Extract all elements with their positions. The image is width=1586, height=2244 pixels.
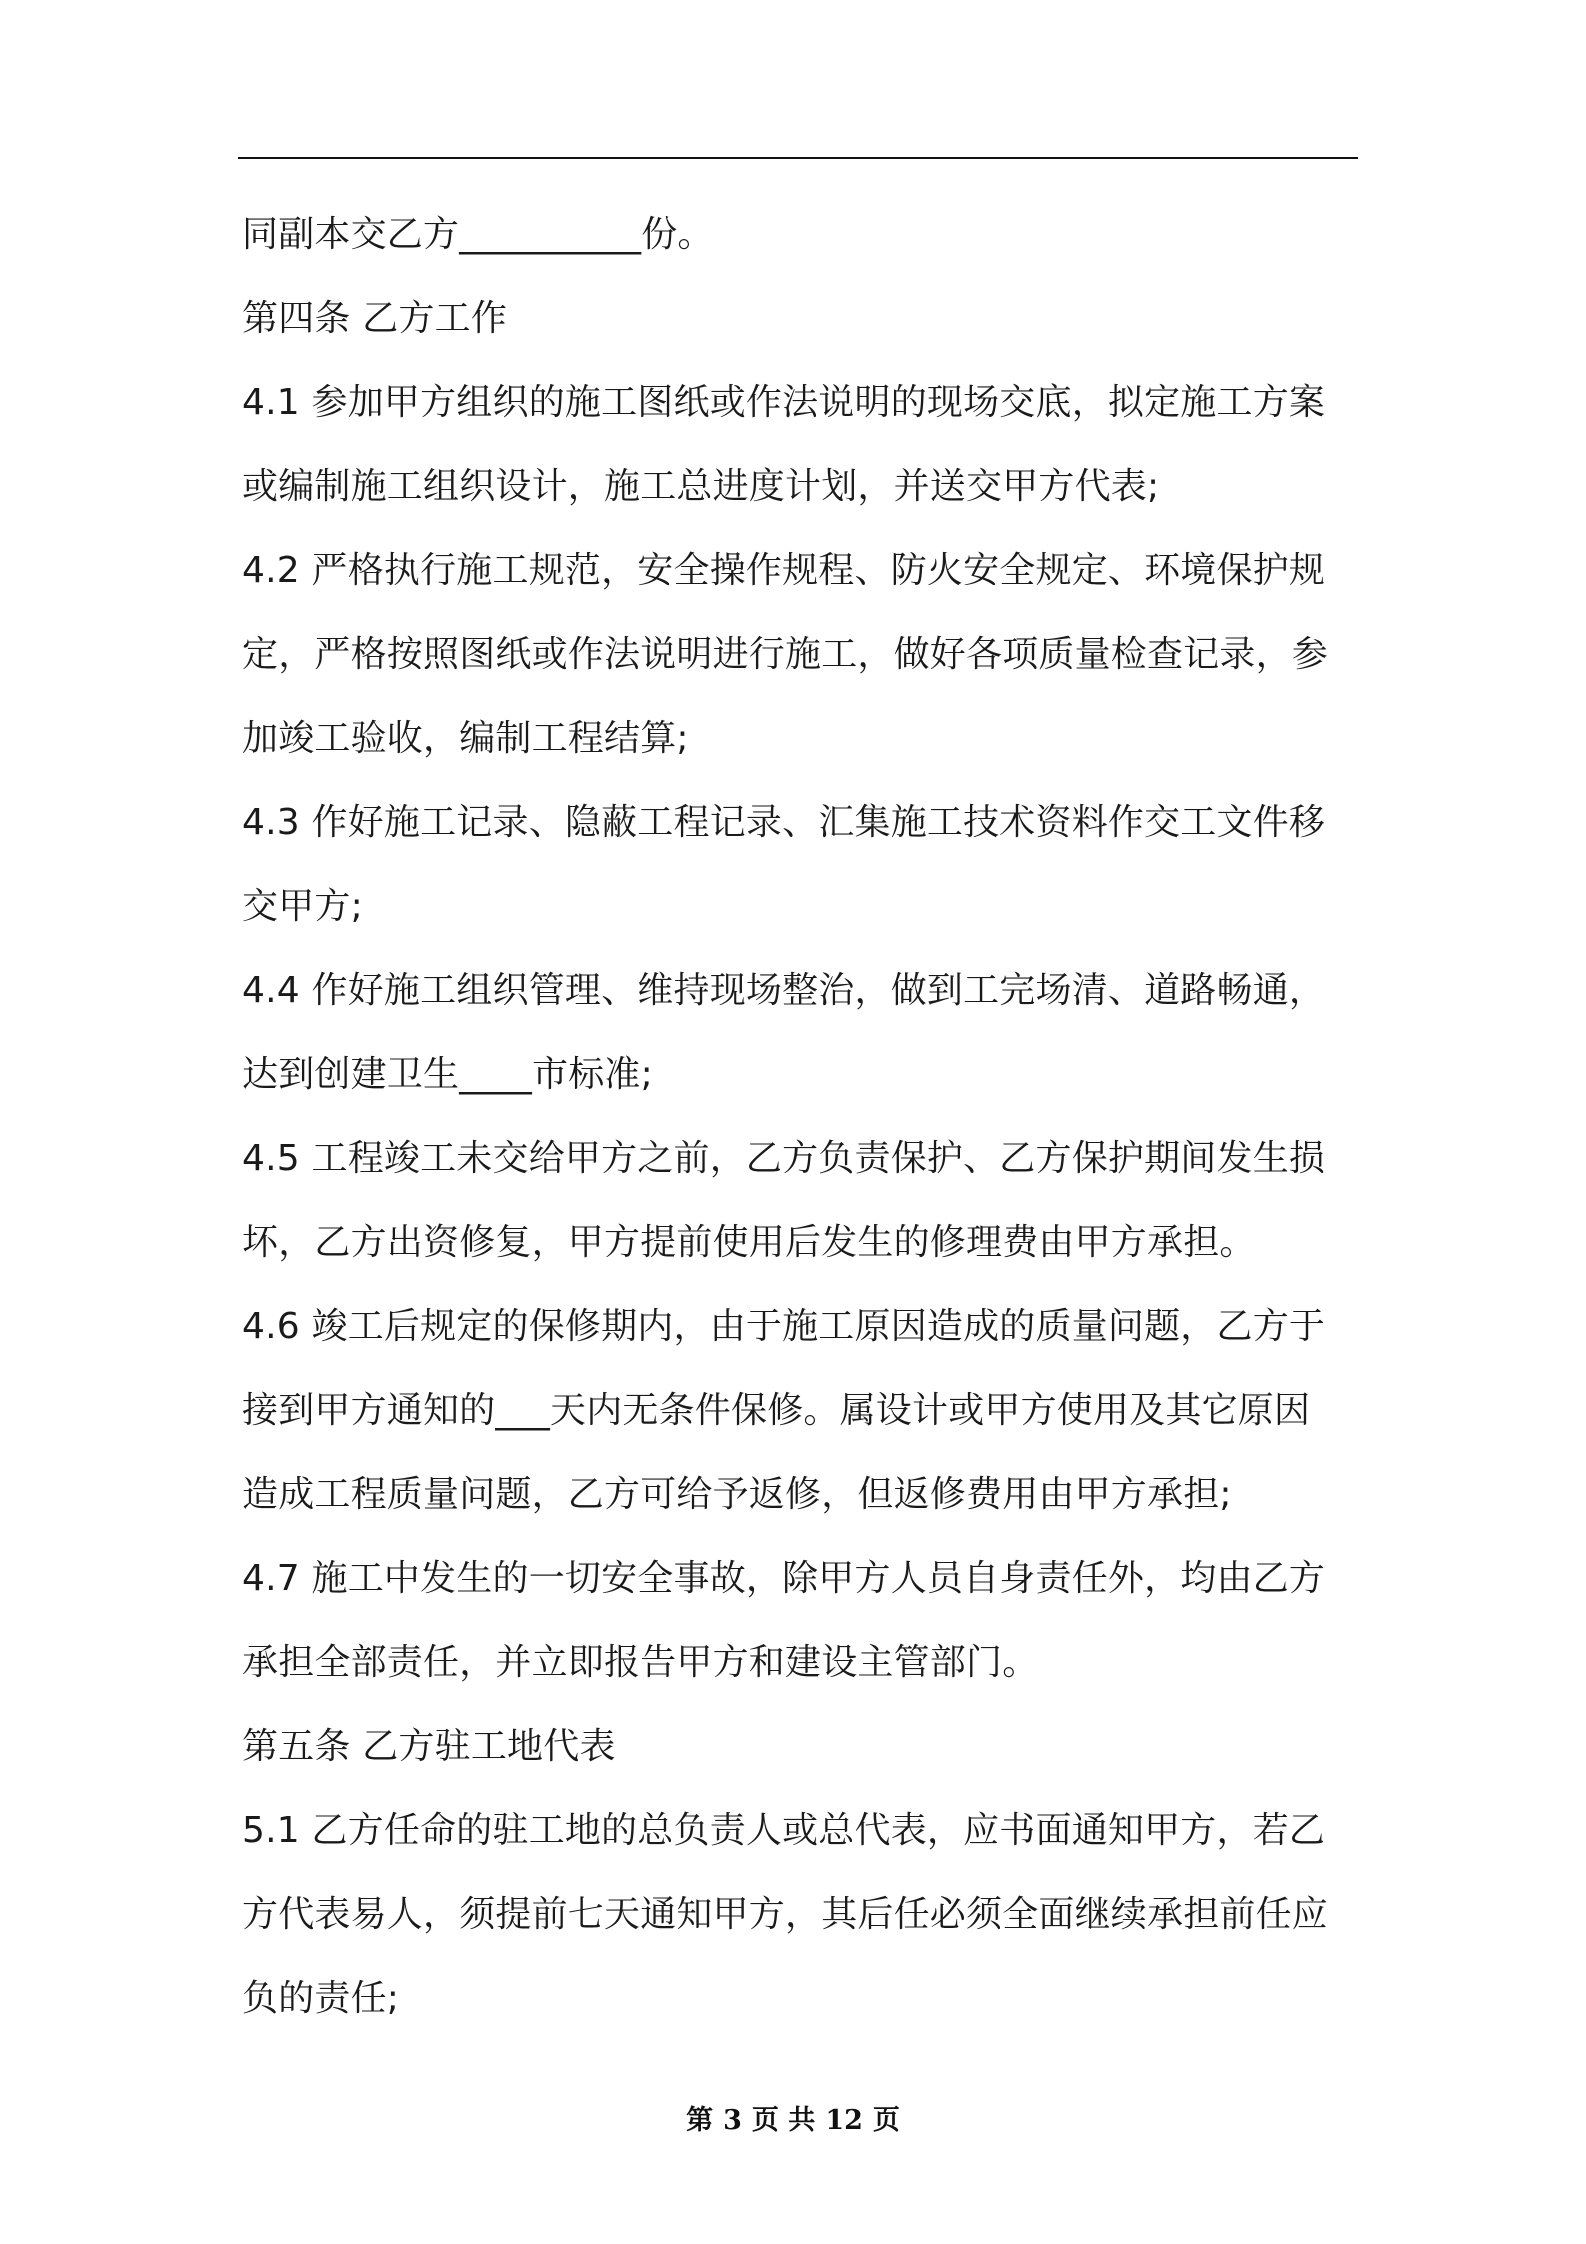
text-line: 4.5 工程竣工未交给甲方之前，乙方负责保护、乙方保护期间发生损 [242, 1138, 1326, 1179]
text-line: 或编制施工组织设计，施工总进度计划，并送交甲方代表; [242, 466, 1160, 507]
text-line: 承担全部责任，并立即报告甲方和建设主管部门。 [242, 1642, 1039, 1683]
text-line: 4.2 严格执行施工规范，安全操作规程、防火安全规定、环境保护规 [242, 550, 1326, 591]
text-line: 加竣工验收，编制工程结算; [242, 718, 689, 759]
text-line: 负的责任; [242, 1978, 400, 2019]
text-line: 同副本交乙方__________份。 [242, 214, 714, 255]
text-line: 5.1 乙方任命的驻工地的总负责人或总代表，应书面通知甲方，若乙 [242, 1810, 1326, 1851]
footer-suffix: 页 [872, 2105, 900, 2136]
text-line: 4.1 参加甲方组织的施工图纸或作法说明的现场交底，拟定施工方案 [242, 382, 1326, 423]
text-line: 造成工程质量问题，乙方可给予返修，但返修费用由甲方承担; [242, 1474, 1232, 1515]
section-heading: 第五条 乙方驻工地代表 [242, 1726, 616, 1767]
current-page-number: 3 [723, 2105, 742, 2136]
total-pages-number: 12 [825, 2105, 863, 2136]
body-text [242, 193, 1362, 2041]
text-line: 交甲方; [242, 886, 363, 927]
text-line: 接到甲方通知的___天内无条件保修。属设计或甲方使用及其它原因 [242, 1390, 1311, 1431]
text-line: 坏，乙方出资修复，甲方提前使用后发生的修理费由甲方承担。 [242, 1222, 1256, 1263]
text-line: 4.7 施工中发生的一切安全事故，除甲方人员自身责任外，均由乙方 [242, 1558, 1326, 1599]
footer-middle: 页 共 [751, 2105, 816, 2136]
text-line: 方代表易人，须提前七天通知甲方，其后任必须全面继续承担前任应 [242, 1894, 1329, 1935]
text-line: 4.4 作好施工组织管理、维持现场整治，做到工完场清、道路畅通， [242, 970, 1326, 1011]
header-rule [238, 157, 1358, 159]
page-footer [0, 2098, 1586, 2137]
text-line: 达到创建卫生____市标准; [242, 1054, 653, 1095]
text-line: 4.3 作好施工记录、隐蔽工程记录、汇集施工技术资料作交工文件移 [242, 802, 1326, 843]
text-line: 4.6 竣工后规定的保修期内，由于施工原因造成的质量问题，乙方于 [242, 1306, 1326, 1347]
text-line: 定，严格按照图纸或作法说明进行施工，做好各项质量检查记录，参 [242, 634, 1329, 675]
footer-prefix: 第 [686, 2105, 714, 2136]
section-heading: 第四条 乙方工作 [242, 298, 508, 339]
